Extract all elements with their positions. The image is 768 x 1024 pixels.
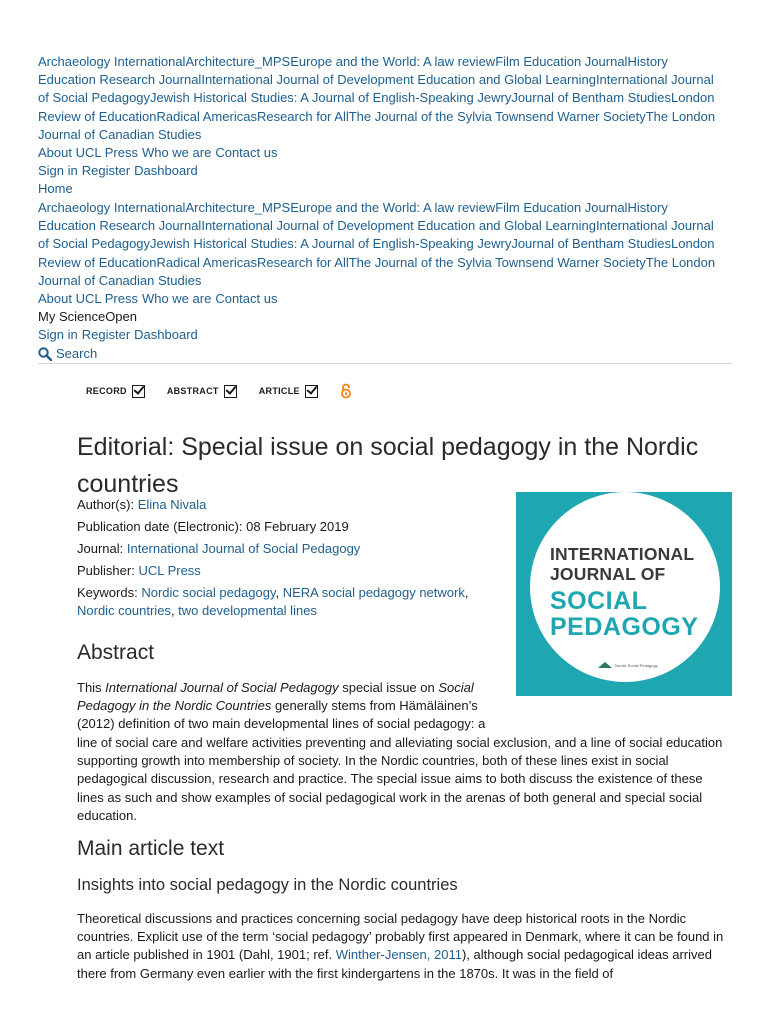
contact-us-link[interactable]: Contact us	[215, 291, 278, 307]
cover-title-bottom	[550, 588, 698, 640]
journal-link[interactable]: London Review of Education	[38, 90, 715, 124]
paragraph-fragment: Theoretical discussions and practices concerning social pedagogy have deep historical roots in the Nordic countries. Explicit use of the term ‘social pedagogy’ probably first appeared in Denmark, where it can be found in an article published in 1901 (Dahl, 1901; ref.	[77, 911, 724, 963]
search-icon	[38, 347, 52, 361]
abstract-fragment: special issue on	[338, 680, 439, 695]
search-button[interactable]	[38, 345, 728, 363]
journal-link[interactable]: Europe and the World: A law review	[290, 54, 496, 69]
about-links	[38, 144, 728, 162]
account-links	[38, 326, 728, 344]
abstract-text-continued: line of social care and welfare activities preventing and alleviating social exclusion, and a line of social education supporting growth into membership of society. In the Nordic countries, both of these lines exist in social pedagogical discussion, research and practice. The special issue aims to both discuss the existence of these lines as such and show examples of social pedagogical work in the arenas of both general and special social education.	[77, 735, 723, 823]
journal-link[interactable]: Journal of Bentham Studies	[511, 236, 672, 252]
journal-links	[38, 53, 728, 144]
journal-cover-image	[516, 492, 732, 696]
record-label: RECORD	[86, 386, 127, 396]
contact-us-link[interactable]: Contact us	[215, 145, 278, 161]
journal-link[interactable]: The Journal of the Sylvia Townsend Warner Society	[348, 254, 646, 270]
top-nav-repeat	[38, 199, 728, 363]
publisher-link[interactable]: UCL Press	[138, 563, 201, 578]
journal-link[interactable]: International Journal of Development Education and Global Learning	[201, 218, 596, 234]
abstract-fragment: Social Pedagogy in the Nordic Countries	[77, 680, 474, 714]
article-title: Editorial: Special issue on social pedagogy in the Nordic countries	[77, 432, 699, 498]
cover-press-text: Nordic Social Pedagogy	[615, 662, 658, 668]
section-heading: Insights into social pedagogy in the Nordic countries	[77, 876, 458, 894]
article-metadata	[77, 494, 507, 620]
cover-line: JOURNAL OF	[550, 564, 666, 584]
register-link[interactable]: Register	[81, 327, 131, 343]
publisher-row	[77, 560, 507, 582]
journal-row	[77, 538, 507, 560]
journal-link[interactable]: London Review of Education	[38, 236, 715, 270]
journal-link[interactable]: Architecture_MPS	[185, 54, 291, 69]
article-label: ARTICLE	[258, 386, 300, 396]
about-links	[38, 290, 728, 308]
dashboard-link[interactable]: Dashboard	[134, 327, 198, 343]
pubdate-row	[77, 516, 507, 538]
sign-in-link[interactable]: Sign in	[38, 327, 78, 343]
journal-link[interactable]: Radical Americas	[156, 108, 257, 124]
my-scienceopen-link[interactable]: My ScienceOpen	[38, 309, 137, 325]
register-link[interactable]: Register	[81, 163, 131, 179]
sign-in-link[interactable]: Sign in	[38, 163, 78, 179]
journal-link[interactable]: International Journal of Social Pedagogy	[38, 72, 714, 106]
journal-link[interactable]: Jewish Historical Studies: A Journal of English-Speaking Jewry	[150, 236, 512, 252]
dashboard-link[interactable]: Dashboard	[134, 163, 198, 179]
journal-link[interactable]: Research for All	[256, 254, 349, 270]
keywords-row: Keywords: Nordic social pedagogy, NERA social pedagogy network, Nordic countries, two developmental lines	[77, 585, 469, 618]
cover-line: INTERNATIONAL	[550, 544, 695, 564]
abstract-toggle[interactable]	[167, 385, 237, 398]
journal-link[interactable]: Research for All	[256, 108, 349, 124]
journal-links	[38, 199, 728, 290]
abstract-label: ABSTRACT	[166, 386, 219, 396]
journal-link[interactable]: Architecture_MPS	[185, 200, 291, 215]
keyword-link[interactable]: NERA social pedagogy network	[282, 585, 465, 600]
abstract-heading: Abstract	[77, 641, 155, 664]
keywords-label: Keywords:	[77, 585, 138, 600]
paragraph-fragment: ), although social pedagogical ideas arrived there from Germany even earlier with the first kindergartens in the 1870s. It was in the field of	[77, 947, 712, 981]
abstract-fragment: This	[77, 680, 106, 695]
citation-link[interactable]: Winther-Jensen, 2011	[335, 947, 462, 963]
journal-link[interactable]: Europe and the World: A law review	[290, 200, 496, 215]
divider	[38, 363, 732, 364]
journal-link[interactable]: Archaeology International	[38, 54, 186, 69]
journal-label: Journal:	[77, 541, 124, 556]
article-paragraph	[77, 910, 729, 983]
pubdate-label: Publication date (Electronic):	[77, 519, 243, 534]
cover-line: PEDAGOGY	[550, 613, 699, 641]
publisher-label: Publisher:	[77, 563, 135, 578]
author-link[interactable]: Elina Nivala	[137, 497, 207, 512]
top-nav	[38, 53, 728, 199]
search-label: Search	[56, 345, 98, 361]
home-link[interactable]: Home	[38, 181, 73, 197]
record-toggle[interactable]	[86, 385, 145, 398]
who-we-are-link[interactable]: Who we are	[141, 145, 212, 161]
journal-link[interactable]: The London Journal of Canadian Studies	[38, 108, 716, 142]
journal-link[interactable]: International Journal of Social Pedagogy	[38, 218, 714, 252]
journal-link[interactable]: Film Education Journal	[495, 54, 628, 69]
keyword-link[interactable]: two developmental lines	[178, 603, 317, 618]
journal-link[interactable]: Film Education Journal	[495, 200, 628, 215]
checkbox-icon	[305, 385, 318, 398]
journal-link[interactable]: Radical Americas	[156, 254, 257, 270]
journal-link[interactable]: Archaeology International	[38, 200, 186, 215]
journal-link[interactable]: Journal of Bentham Studies	[511, 90, 672, 106]
cover-line: SOCIAL	[550, 587, 648, 615]
keyword-link[interactable]: Nordic social pedagogy	[141, 585, 276, 600]
journal-link[interactable]: History Education Research Journal	[38, 54, 668, 88]
article-toolbar	[86, 383, 352, 399]
authors-label: Author(s):	[77, 497, 135, 512]
checkbox-icon	[132, 385, 145, 398]
abstract-fragment: generally stems from Hämäläinen’s (2012) definition of two main developmental lines of social pedagogy: a	[77, 698, 486, 732]
pubdate-value: 08 February 2019	[246, 519, 349, 534]
journal-link[interactable]: International Journal of Social Pedagogy	[126, 541, 361, 556]
checkbox-icon	[224, 385, 237, 398]
journal-link[interactable]: History Education Research Journal	[38, 200, 668, 234]
cover-title-top	[550, 544, 694, 584]
cover-logo	[598, 662, 658, 668]
abstract-text	[77, 679, 509, 734]
about-ucl-press-link[interactable]: About UCL Press	[38, 145, 138, 161]
open-access-icon	[340, 383, 352, 399]
about-ucl-press-link[interactable]: About UCL Press	[38, 291, 138, 307]
journal-link[interactable]: The London Journal of Canadian Studies	[38, 254, 716, 288]
home-row	[38, 180, 728, 198]
abstract-fragment: International Journal of Social Pedagogy	[105, 680, 339, 695]
logo-icon	[598, 662, 612, 668]
article-toggle[interactable]	[259, 385, 318, 398]
journal-link[interactable]: International Journal of Development Education and Global Learning	[201, 72, 596, 88]
journal-link[interactable]: The Journal of the Sylvia Townsend Warner Society	[348, 108, 646, 124]
keyword-link[interactable]: Nordic countries	[77, 603, 171, 618]
authors-row	[77, 494, 507, 516]
account-links	[38, 162, 728, 180]
journal-link[interactable]: Jewish Historical Studies: A Journal of English-Speaking Jewry	[150, 90, 512, 106]
main-text-heading: Main article text	[77, 837, 225, 860]
who-we-are-link[interactable]: Who we are	[141, 291, 212, 307]
